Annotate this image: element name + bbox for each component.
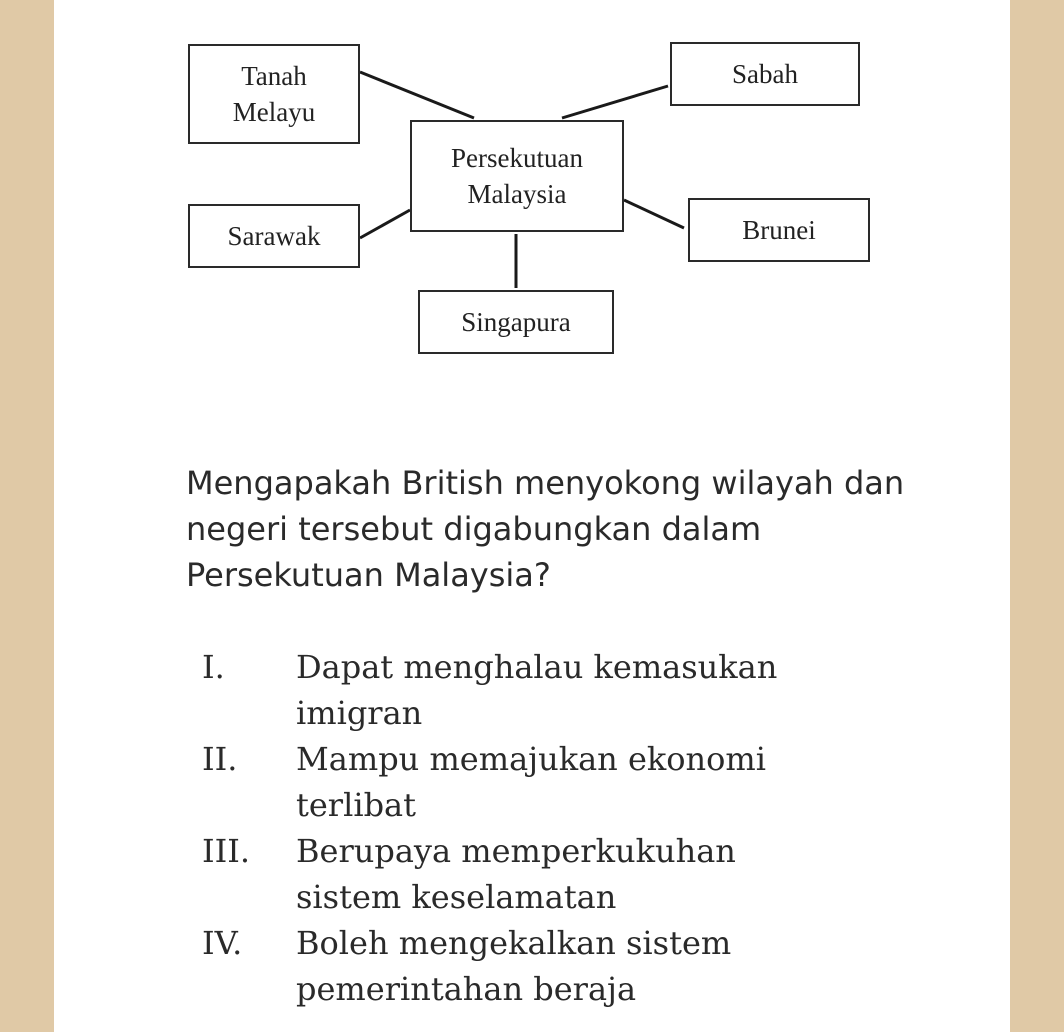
option-item	[202, 920, 902, 1012]
box-tanah-melayu	[188, 44, 360, 144]
option-line2: sistem keselamatan	[296, 878, 617, 916]
option-text	[296, 920, 902, 1012]
question-text: Mengapakah British menyokong wilayah dan negeri tersebut digabungkan dalam Persekutuan Malaysia?	[186, 464, 905, 594]
option-numeral: II.	[202, 740, 238, 778]
connector-sabah	[562, 86, 668, 118]
option-line1: Dapat menghalau kemasukan	[296, 648, 778, 686]
option-item	[202, 736, 902, 828]
connector-tanah-melayu	[360, 72, 474, 118]
box-sarawak	[188, 204, 360, 268]
option-line1: Boleh mengekalkan sistem	[296, 924, 732, 962]
connector-brunei	[624, 200, 684, 228]
option-line1: Berupaya memperkukuhan	[296, 832, 736, 870]
option-numeral: III.	[202, 832, 251, 870]
box-brunei	[688, 198, 870, 262]
option-numeral: IV.	[202, 924, 243, 962]
malaysia-federation-diagram	[54, 0, 1010, 380]
option-line2: imigran	[296, 694, 423, 732]
option-line2: pemerintahan beraja	[296, 970, 637, 1008]
option-text	[296, 736, 902, 828]
sarawak-label: Sarawak	[227, 221, 321, 251]
box-singapura	[418, 290, 614, 354]
option-text	[296, 828, 902, 920]
option-text	[296, 644, 902, 736]
tanah-melayu-line1: Tanah	[241, 61, 307, 91]
center-line2: Malaysia	[467, 179, 567, 209]
option-line1: Mampu memajukan ekonomi	[296, 740, 766, 778]
option-item	[202, 828, 902, 920]
answer-options-list	[202, 644, 902, 1012]
center-line1: Persekutuan	[451, 143, 583, 173]
document-page	[54, 0, 1010, 1032]
singapura-label: Singapura	[461, 307, 571, 337]
option-item	[202, 644, 902, 736]
tanah-melayu-line2: Melayu	[232, 97, 316, 127]
connector-sarawak	[360, 210, 410, 238]
box-persekutuan-malaysia	[410, 120, 624, 232]
sabah-label: Sabah	[732, 59, 798, 89]
brunei-label: Brunei	[742, 215, 816, 245]
box-sabah	[670, 42, 860, 106]
option-line2: terlibat	[296, 786, 416, 824]
option-numeral: I.	[202, 648, 225, 686]
